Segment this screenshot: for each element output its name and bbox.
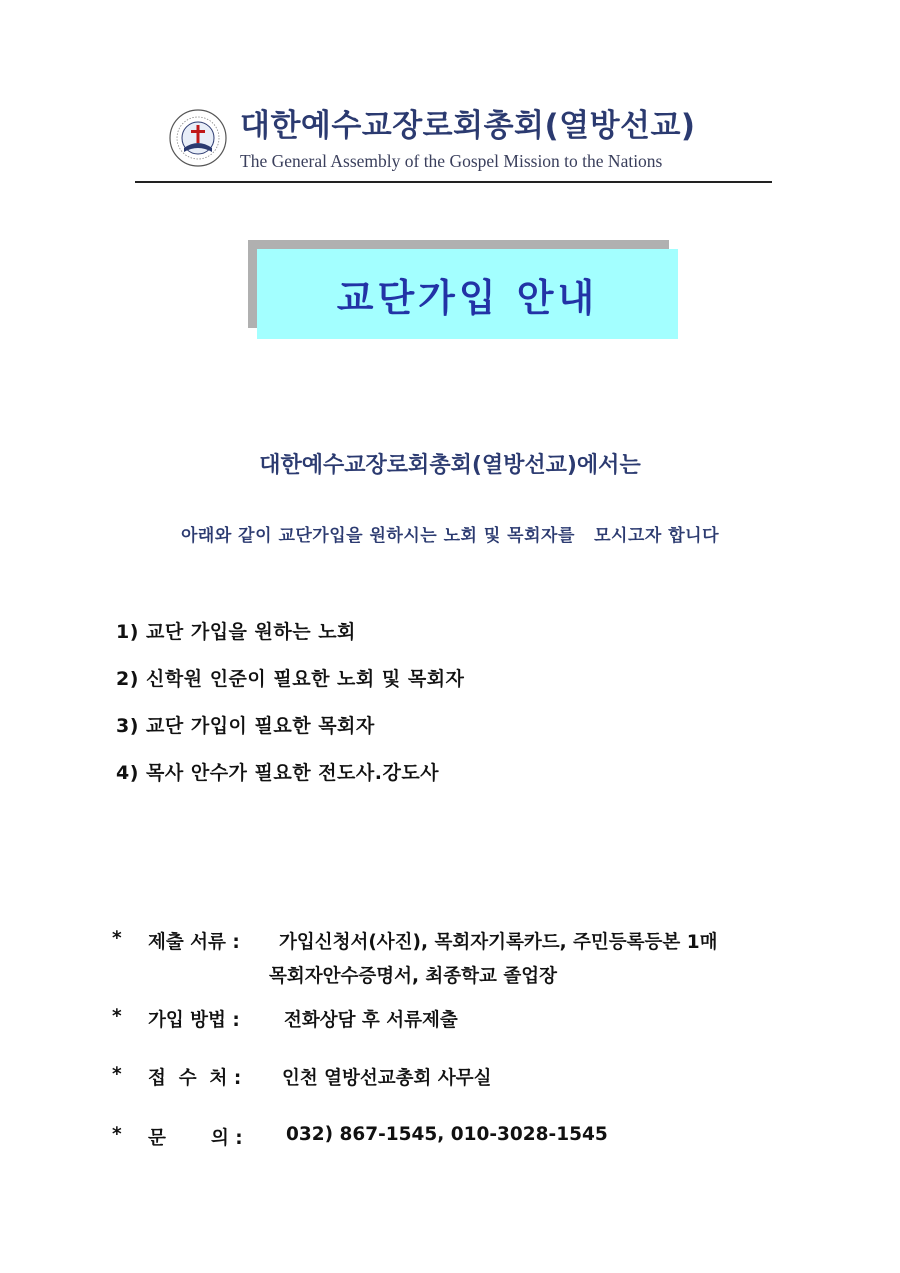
church-emblem-logo [168, 108, 228, 168]
info-label-reception: 접 수 처 : [148, 1068, 242, 1089]
bullet-asterisk: * [112, 1124, 122, 1145]
intro-line-1: 대한예수교장로회총회(열방선교)에서는 [259, 453, 641, 478]
org-name-english: The General Assembly of the Gospel Mission to the Nations [240, 151, 663, 171]
info-label-method: 가입 방법 : [148, 1010, 240, 1031]
info-label-inquiry: 문 의 : [148, 1128, 243, 1149]
list-item: 1) 교단 가입을 원하는 노회 [116, 621, 356, 643]
list-item: 4) 목사 안수가 필요한 전도사.강도사 [116, 762, 440, 784]
list-item: 2) 신학원 인준이 필요한 노회 및 목회자 [116, 668, 465, 690]
bullet-asterisk: * [112, 1006, 122, 1027]
info-value-documents-2: 목회자안수증명서, 최종학교 졸업장 [269, 966, 557, 987]
list-item: 3) 교단 가입이 필요한 목회자 [116, 715, 375, 737]
org-name-korean: 대한예수교장로회총회(열방선교) [240, 108, 696, 144]
intro-line-2: 아래와 같이 교단가입을 원하시는 노회 및 목회자를 모시고자 합니다 [181, 526, 719, 546]
info-value-inquiry: 032) 867-1545, 010-3028-1545 [286, 1124, 608, 1145]
info-value-reception: 인천 열방선교총회 사무실 [282, 1068, 492, 1089]
title-box [257, 249, 678, 339]
bullet-asterisk: * [112, 928, 122, 949]
header [135, 100, 772, 184]
page-title: 교단가입 안내 [336, 275, 599, 320]
info-inquiry [112, 1124, 608, 1208]
info-value-method: 전화상담 후 서류제출 [284, 1010, 458, 1031]
header-divider [135, 181, 772, 183]
info-value-documents-1: 가입신청서(사진), 목회자기록카드, 주민등록등본 1매 [279, 932, 718, 953]
info-label-documents: 제출 서류 : [148, 932, 240, 953]
bullet-asterisk: * [112, 1064, 122, 1085]
